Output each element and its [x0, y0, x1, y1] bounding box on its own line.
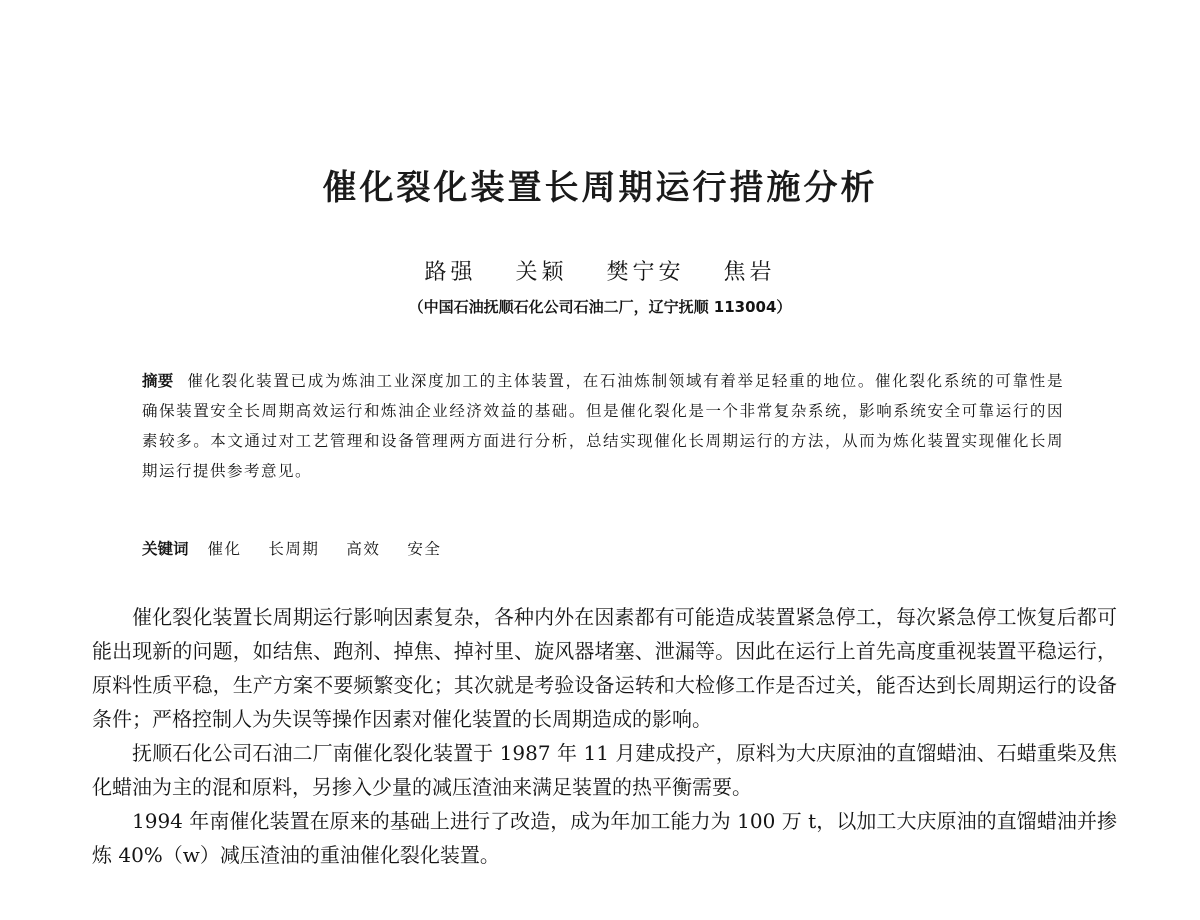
keyword: 长周期	[268, 540, 320, 558]
abstract-text: 催化裂化装置已成为炼油工业深度加工的主体装置，在石油炼制领域有着举足轻重的地位。催化裂化系统的可靠性是确保装置安全长周期高效运行和炼油企业经济效益的基础。但是催化裂化是一个非常复杂系统，影响系统安全可靠运行的因素较多。本文通过对工艺管理和设备管理两方面进行分析，总结实现催化长周期运行的方法，从而为炼化装置实现催化长周期运行提供参考意见。	[142, 372, 1064, 480]
keywords-label: 关键词	[142, 540, 189, 558]
keywords-section	[142, 537, 1064, 559]
author-name: 樊宁安	[606, 260, 685, 285]
keyword: 高效	[346, 540, 381, 558]
body-paragraph: 1994 年南催化装置在原来的基础上进行了改造，成为年加工能力为 100 万 t，以加工大庆原油的直馏蜡油并掺炼 40%（w）减压渣油的重油催化裂化装置。	[92, 809, 1117, 867]
body-paragraph: 抚顺石化公司石油二厂南催化裂化装置于 1987 年 11 月建成投产，原料为大庆原油的直馏蜡油、石蜡重柴及焦化蜡油为主的混和原料，另掺入少量的减压渣油来满足装置的热平衡需要。	[92, 741, 1117, 799]
abstract-section	[142, 366, 1064, 486]
author-list	[0, 255, 1200, 286]
keyword: 催化	[207, 540, 242, 558]
author-name: 路强	[424, 260, 477, 285]
body-text	[92, 600, 1117, 872]
author-affiliation: （中国石油抚顺石化公司石油二厂，辽宁抚顺 113004）	[408, 298, 792, 316]
abstract-label: 摘要	[142, 372, 174, 390]
keyword: 安全	[407, 540, 442, 558]
body-paragraph: 催化裂化装置长周期运行影响因素复杂，各种内外在因素都有可能造成装置紧急停工，每次紧急停工恢复后都可能出现新的问题，如结焦、跑剂、掉焦、掉衬里、旋风器堵塞、泄漏等。因此在运行上首先高度重视装置平稳运行，原料性质平稳，生产方案不要频繁变化；其次就是考验设备运转和大检修工作是否过关，能否达到长周期运行的设备条件；严格控制人为失误等操作因素对催化装置的长周期造成的影响。	[92, 605, 1117, 731]
author-name: 焦岩	[723, 260, 776, 285]
paper-title: 催化裂化装置长周期运行措施分析	[322, 168, 878, 208]
author-name: 关颖	[515, 260, 568, 285]
